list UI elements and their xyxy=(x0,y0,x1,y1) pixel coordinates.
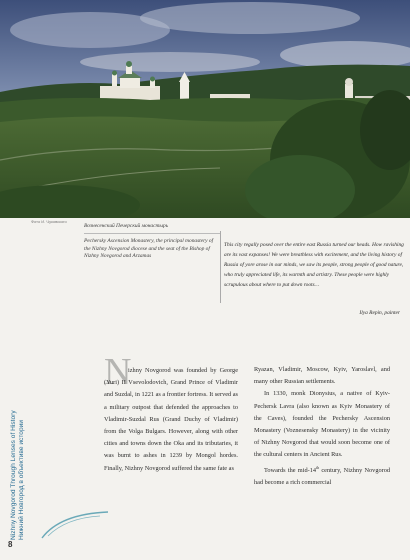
photo-credit: Фото И. Чуковского xyxy=(31,219,67,224)
running-title-en: Nizhny Novgorod Through Lenses of History xyxy=(10,410,17,540)
body-col1-text: izhny Novgorod was founded by George (Yuri) II Vsevolodovich, Grand Prince of Vladimir and Suzdal, in 1221 as a frontier fortress. It served as a military outpost that defended the approaches to Vladimir-Suzdal Rus (Grand Duchy of Vladimir) from the Volga Bulgars. However, along with other cities and towns down the Oka and its tributaries, it was burnt to ashes in 1239 by Mongol hordes. Finally, Nizhny Novgorod suffered the same fate as xyxy=(104,367,238,472)
body-col2-p3: Towards the mid-14th century, Nizhny Novgorod had become a rich commercial xyxy=(254,464,391,486)
caption-en: Pechersky Ascension Monastery, the principal monastery of the Nizhny Novgorod diocese and the seat of the Bishop of Nizhny Novgorod and Arzamas xyxy=(84,238,214,259)
ornament-icon xyxy=(40,510,110,540)
body-column-2 xyxy=(254,364,390,489)
caption-divider xyxy=(220,231,221,303)
page-number: 8 xyxy=(8,540,13,549)
photo-caption xyxy=(84,223,220,260)
quote-attribution: Ilya Repin, painter xyxy=(359,310,400,316)
body-col2-p1: Ryazan, Vladimir, Moscow, Kyiv, Yaroslavl, and many other Russian settlements. xyxy=(254,366,390,386)
monastery-photo xyxy=(0,0,410,218)
running-title xyxy=(10,350,26,540)
caption-ru: Вознесенский Печерский монастырь xyxy=(84,223,220,234)
drop-cap: N xyxy=(104,351,132,393)
repin-quote: This city regally posed over the entire east Russia turned our heads. How ravishing are its vast expanses! We were breathless with excitement, and the living history of Russia of yore arose in our minds, we saw its people, strong people of good nature, who truly appreciated life, its warmth and artistry. These people were highly scrupulous about where to put down roots… xyxy=(224,242,404,288)
running-title-ru: Нижний Новгород в объективе истории xyxy=(18,420,25,540)
body-col2-p2: In 1330, monk Dionysius, a native of Kyiv-Pechersk Lavra (also known as Kyiv Monastery of the Caves), founded the Pechersky Ascension Monastery (Voznesensky Monastery) in the vicinity of Nizhny Novgorod that would soon become one of the cultural centers in Ancient Rus. xyxy=(254,390,390,459)
body-column-1 xyxy=(104,365,238,475)
